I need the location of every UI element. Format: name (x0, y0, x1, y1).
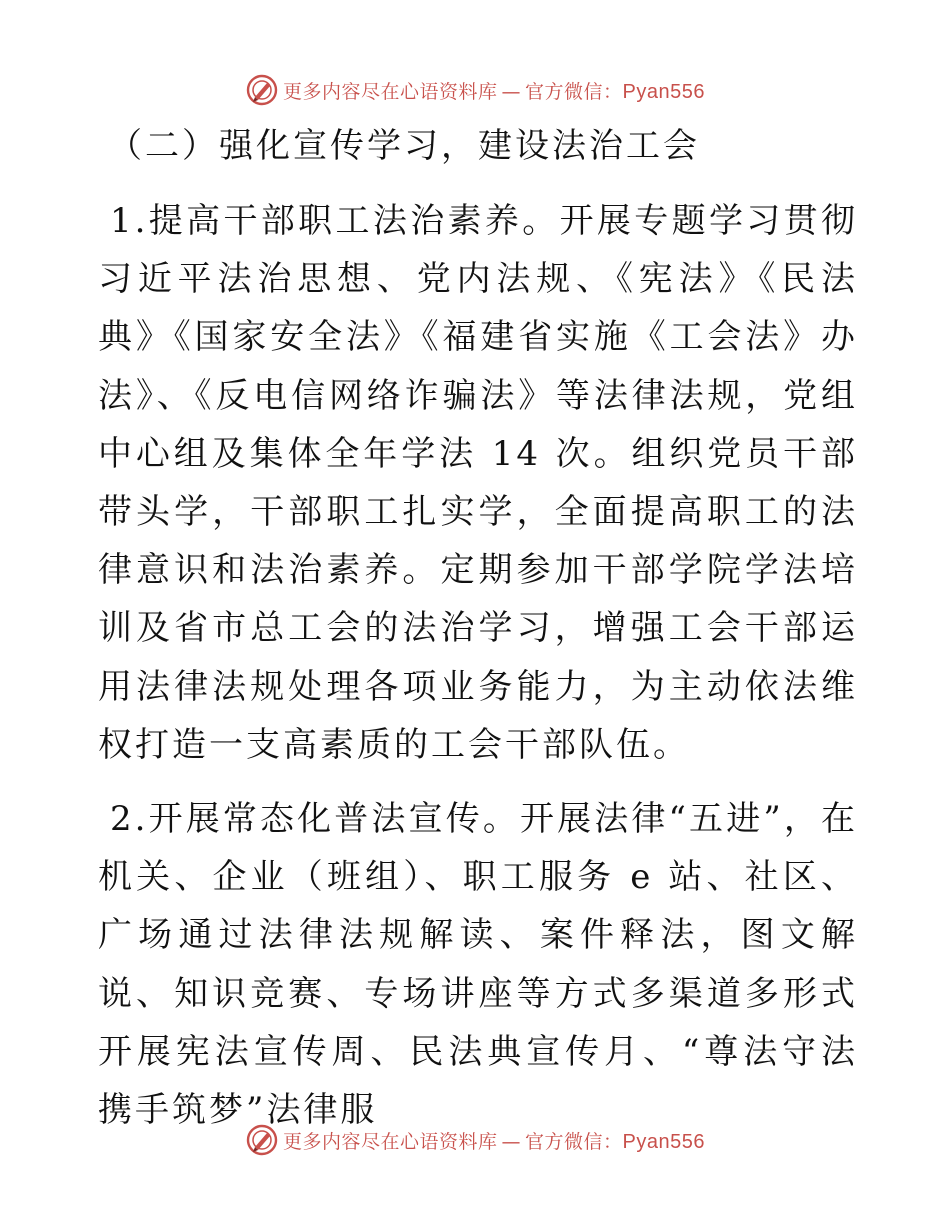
paragraph-2 (98, 790, 858, 1139)
paragraph-1-text: 1.提高干部职工法治素养。开展专题学习贯彻习近平法治思想、党内法规、《宪法》《民法典》《国家安全法》《福建省实施《工会法》办法》、《反电信网络诈骗法》等法律法规，党组中心组及集体全年学法 14 次。组织党员干部带头学，干部职工扎实学，全面提高职工的法律意识和法治素养。定期参加干部学院学法培训及省市总工会的法治学习，增强工会干部运用法律法规处理各项业务能力，为主动依法维权打造一支高素质的工会干部队伍。 (98, 201, 858, 765)
pen-logo-icon (245, 73, 279, 107)
watermark-header (0, 70, 950, 110)
paragraph-2-text: 2.开展常态化普法宣传。开展法律“五进”，在机关、企业（班组）、职工服务 e 站、社区、广场通过法律法规解读、案件释法，图文解说、知识竞赛、专场讲座等方式多渠道多形式开展宪法宣传周、民法典宣传月、“尊法守法携手筑梦”法律服 (98, 799, 858, 1131)
pen-logo-icon (245, 1123, 279, 1157)
watermark-account-id: Pyan556 (622, 80, 705, 103)
watermark-text (283, 77, 705, 104)
watermark-account-label: 官方微信： (525, 80, 623, 103)
watermark-text (283, 1127, 705, 1154)
paragraph-1 (98, 192, 858, 774)
watermark-site-text: 更多内容尽在心语资料库 (283, 80, 498, 103)
watermark-site-text: 更多内容尽在心语资料库 (283, 1130, 498, 1153)
section-heading: （二）强化宣传学习，建设法治工会 (108, 126, 700, 166)
watermark-account-id: Pyan556 (622, 1130, 705, 1153)
watermark-account-label: 官方微信： (525, 1130, 623, 1153)
watermark-footer (0, 1120, 950, 1160)
watermark-dash: — (501, 80, 522, 103)
watermark-dash: — (501, 1130, 522, 1153)
